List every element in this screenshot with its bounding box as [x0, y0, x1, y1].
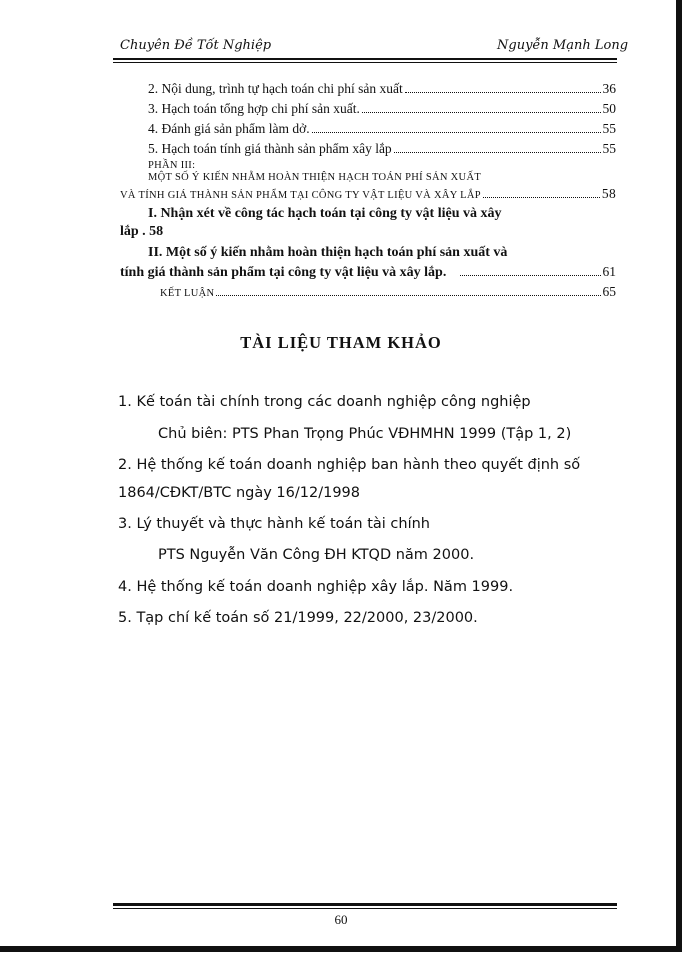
toc-leader [362, 112, 601, 113]
toc-sec2-line2-row [120, 264, 616, 280]
toc-item-2 [148, 81, 616, 97]
toc-item-5-page: 55 [602, 141, 616, 156]
toc-item-4-text: 4. Đánh giá sản phẩm làm dở. [148, 121, 310, 136]
toc-sec1-line2: lắp . 58 [120, 224, 164, 239]
toc-part3-page: 58 [601, 186, 616, 201]
toc-conclusion [160, 284, 616, 300]
toc-sec1-line1: I. Nhận xét về công tác hạch toán tại công ty vật liệu và xây [148, 206, 502, 221]
toc-sec2-line1: II. Một số ý kiến nhằm hoàn thiện hạch toán phí sản xuất và [148, 245, 508, 260]
reference-2-line2: 1864/CĐKT/BTC ngày 16/12/1998 [118, 485, 361, 501]
toc-leader [216, 295, 600, 296]
page-number: 60 [334, 912, 348, 927]
toc-leader [460, 275, 600, 276]
toc-part3-line2: VÀ TÍNH GIÁ THÀNH SẢN PHẨM TẠI CÔNG TY VẬT LIỆU VÀ XÂY LẮP [120, 190, 481, 201]
reference-3-sub: PTS Nguyễn Văn Công ĐH KTQD năm 2000. [158, 547, 475, 563]
footer-rule-thin [113, 908, 617, 909]
toc-sec2-page: 61 [602, 264, 616, 279]
reference-3: 3. Lý thuyết và thực hành kế toán tài chính [118, 516, 430, 532]
toc-leader [483, 197, 600, 198]
toc-item-3-text: 3. Hạch toán tổng hợp chi phí sản xuất. [148, 101, 360, 116]
toc-conclusion-page: 65 [602, 284, 616, 299]
toc-item-3 [148, 101, 616, 117]
header-left: Chuyên Đề Tốt Nghiệp [120, 38, 272, 53]
toc-leader [394, 152, 601, 153]
reference-2-line1: 2. Hệ thống kế toán doanh nghiệp ban hành theo quyết định số [118, 457, 581, 473]
reference-1-sub: Chủ biên: PTS Phan Trọng Phúc VĐHMHN 1999 (Tập 1, 2) [158, 426, 572, 442]
toc-conclusion-text: KẾT LUẬN [160, 288, 215, 299]
toc-leader [405, 92, 601, 93]
toc-sec2-line2: tính giá thành sản phẩm tại công ty vật liệu và xây lắp. [120, 265, 447, 280]
toc-item-4 [148, 121, 616, 137]
header-rule [113, 58, 617, 60]
reference-1: 1. Kế toán tài chính trong các doanh nghiệp công nghiệp [118, 394, 531, 410]
toc-part3-label: PHẦN III: [148, 160, 196, 171]
toc-part3-line1: MỘT SỐ Ý KIẾN NHẰM HOÀN THIỆN HẠCH TOÁN PHÍ SẢN XUẤT [148, 172, 482, 183]
toc-item-4-page: 55 [602, 121, 616, 136]
toc-part3-line2-row [120, 186, 616, 202]
header-right: Nguyễn Mạnh Long [497, 38, 629, 53]
references-title: TÀI LIỆU THAM KHẢO [240, 333, 442, 352]
toc-item-3-page: 50 [602, 101, 616, 116]
header-rule-thin [113, 62, 617, 63]
reference-4: 4. Hệ thống kế toán doanh nghiệp xây lắp. Năm 1999. [118, 579, 514, 595]
toc-item-2-page: 36 [602, 81, 616, 96]
reference-5: 5. Tạp chí kế toán số 21/1999, 22/2000, 23/2000. [118, 610, 478, 626]
toc-item-5-text: 5. Hạch toán tính giá thành sản phẩm xây lắp [148, 141, 392, 156]
toc-item-5 [148, 141, 616, 157]
toc-item-2-text: 2. Nội dung, trình tự hạch toán chi phí sản xuất [148, 81, 403, 96]
footer-rule [113, 903, 617, 906]
toc-leader [312, 132, 601, 133]
